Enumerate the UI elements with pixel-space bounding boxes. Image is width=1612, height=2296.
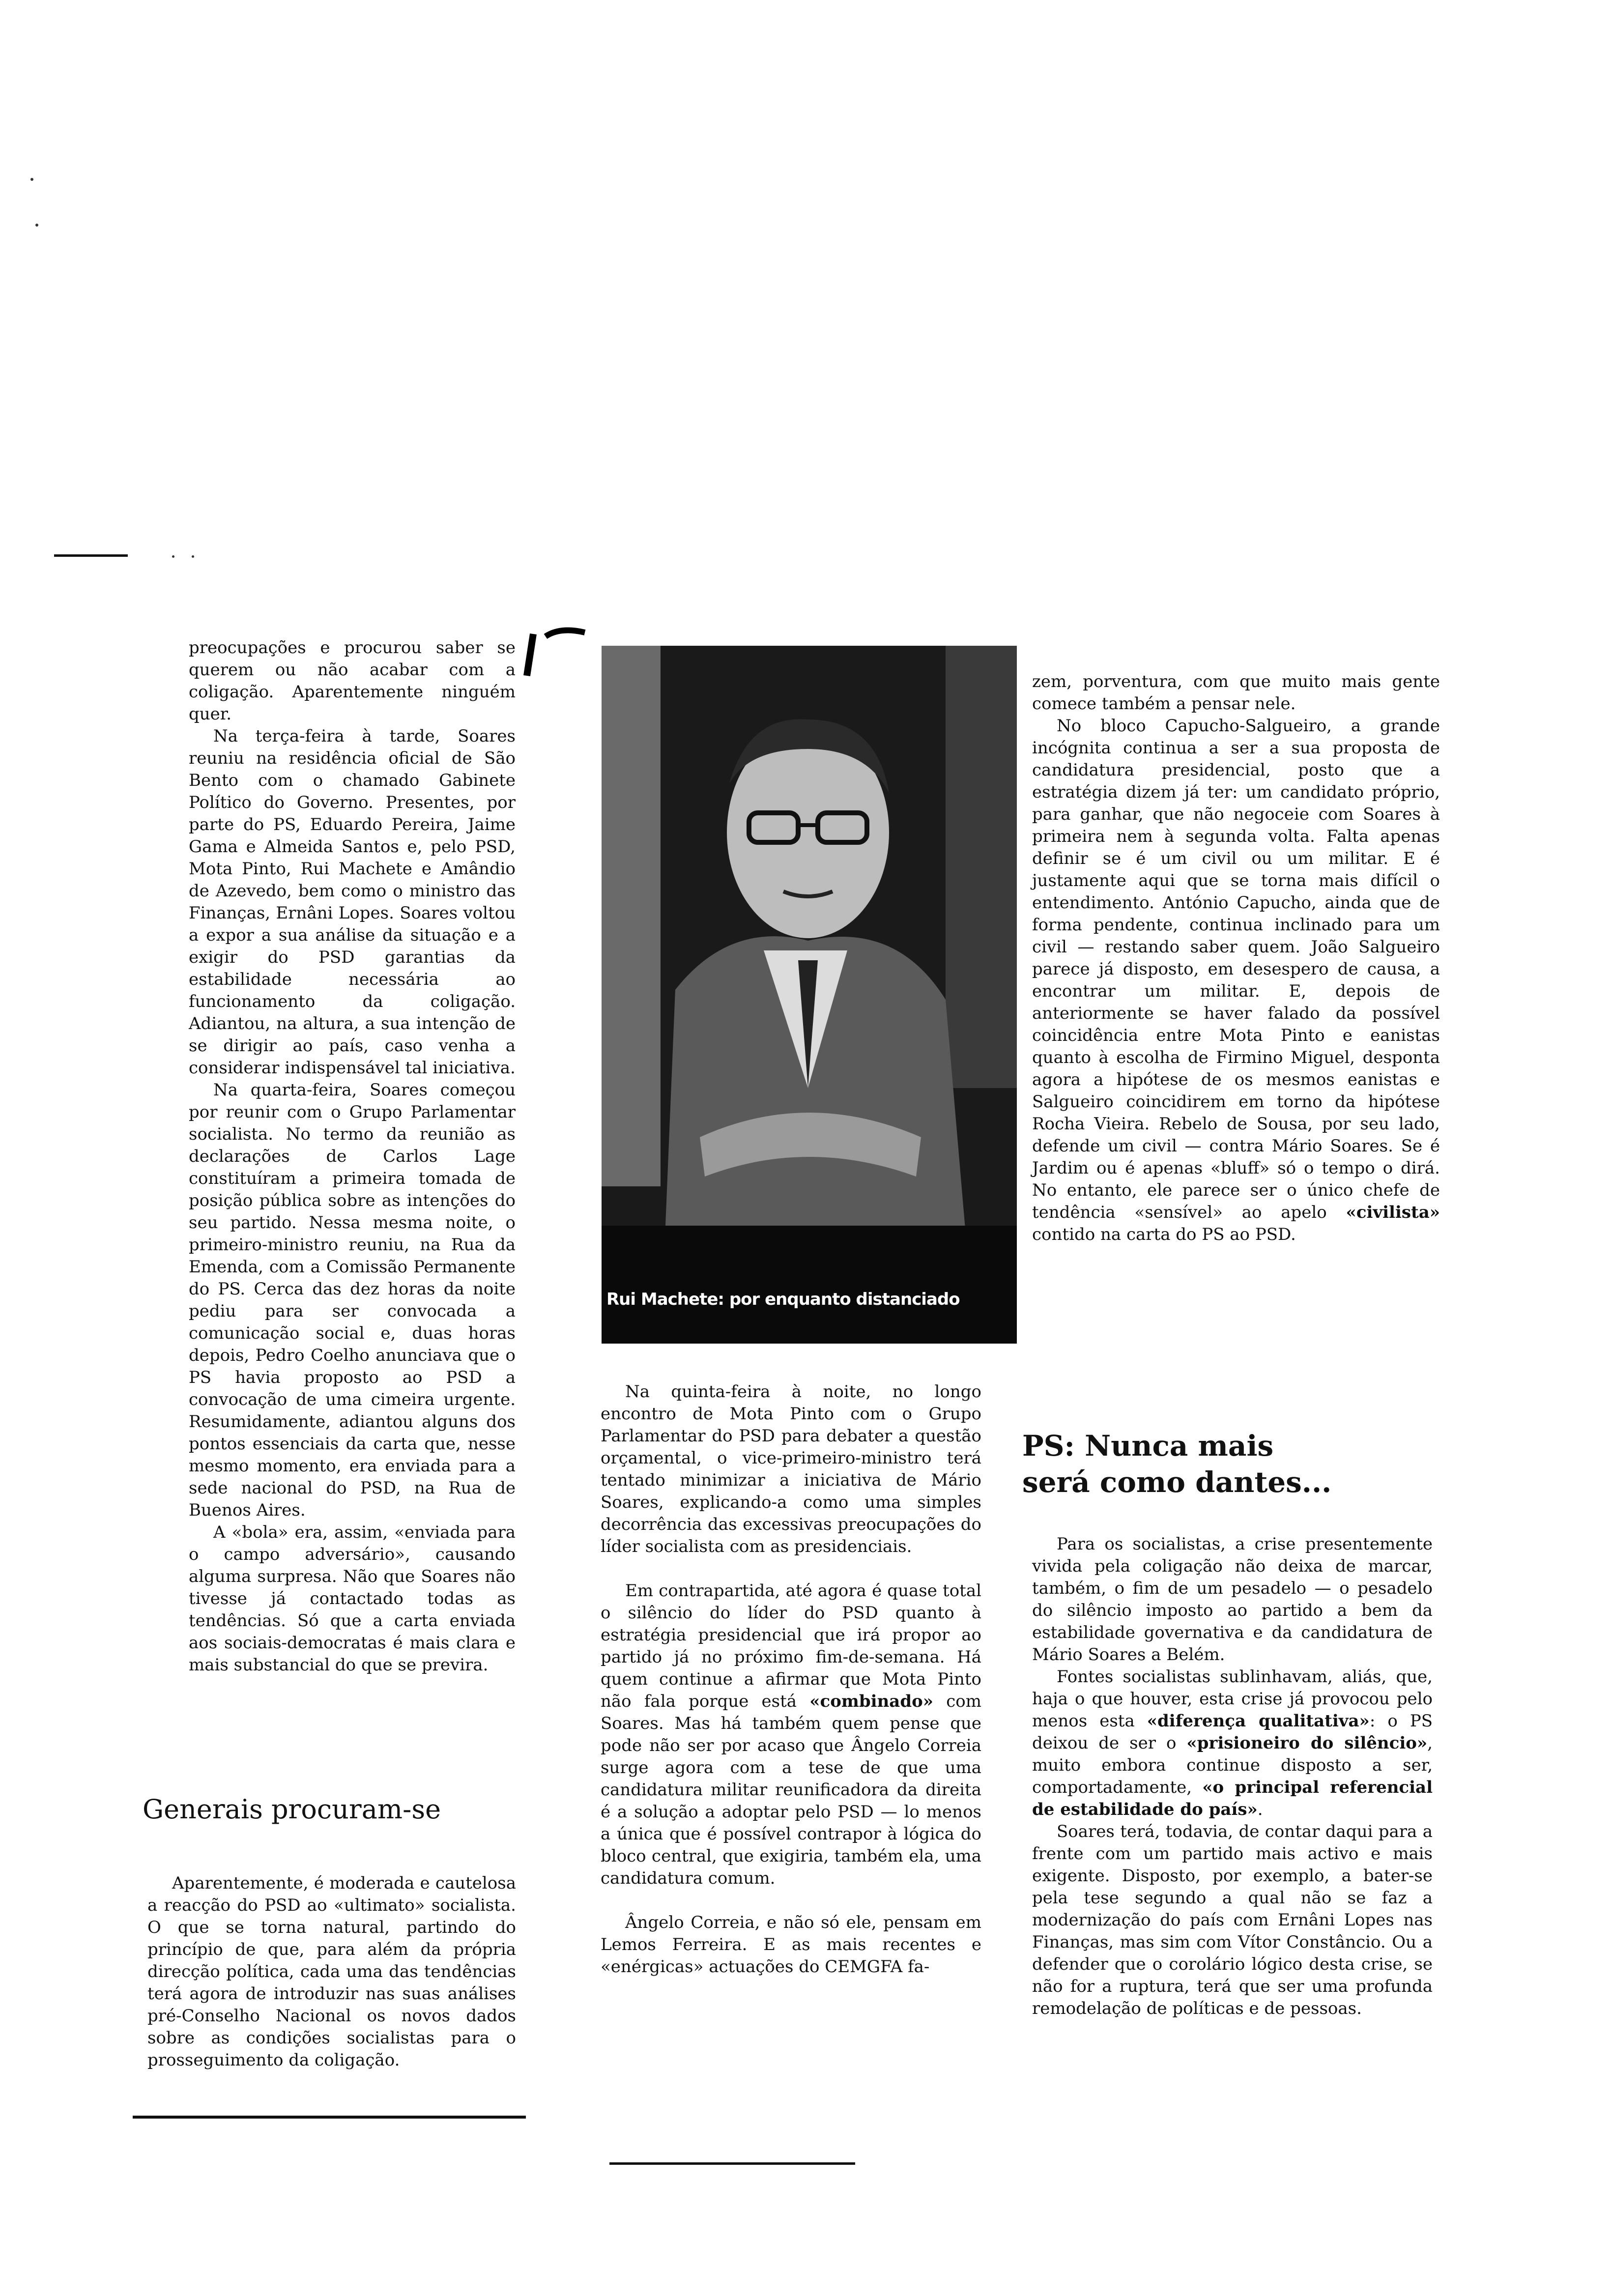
- text-run: Na quarta-feira, Soares começou por reunir com o Grupo Parlamentar socialista. No termo da reunião as declarações de Carlos Lage constituíram a primeira tomada de posição pública sobre as intenções do seu partido. Nessa mesma noite, o primeiro-ministro reuniu, na Rua da Emenda, com a Comissão Permanente do PS. Cerca das dez horas da noite pediu para ser convocada a comunicação social e, duas horas depois, Pedro Coelho anunciava que o PS havia proposto ao PSD a convocação de uma cimeira urgente. Resumidamente, adiantou alguns dos pontos essenciais da carta que, nesse mesmo momento, era enviada para a sede nacional do PSD, na Rua de Buenos Aires.: [189, 1080, 516, 1520]
- article-column-2: [601, 1381, 981, 2000]
- paragraph: [147, 1872, 516, 2071]
- paragraph: [189, 725, 516, 1079]
- bold-quote: «prisioneiro do silêncio»: [1186, 1733, 1428, 1753]
- subheading-line-1: PS: Nunca mais: [1022, 1429, 1274, 1463]
- paragraph: [189, 1521, 516, 1676]
- subheading-line-2: será como dantes...: [1022, 1465, 1332, 1499]
- photo-rui-machete: [602, 646, 1017, 1344]
- subheading-ps-nunca-mais: [1022, 1428, 1331, 1500]
- article-column-1: [189, 637, 516, 1676]
- text-run: A «bola» era, assim, «enviada para o campo adversário», causando alguma surpresa. Não que Soares não tivesse já contactado todas as tendências. Só que a carta enviada aos sociais-democratas é mais clara e mais substancial do que se previra.: [189, 1522, 516, 1675]
- scan-speck: [35, 224, 38, 227]
- scan-speck: [172, 555, 174, 558]
- text-run: : o PS deixou de ser o: [1032, 1711, 1433, 1753]
- paragraph: [189, 637, 516, 725]
- paragraph: [189, 1079, 516, 1521]
- article-column-1-after-heading: [147, 1872, 516, 2071]
- text-run: Fontes socialistas sublinhavam, aliás, que, haja o que houver, esta crise já provocou pelo menos esta: [1032, 1667, 1433, 1731]
- paragraph: [1032, 671, 1440, 715]
- paragraph: [601, 1580, 981, 1890]
- subheading-generais: Generais procuram-se: [143, 1794, 441, 1825]
- article-column-3: [1032, 671, 1440, 1246]
- text-run: .: [1257, 1800, 1263, 1819]
- portrait-image: [602, 646, 1017, 1344]
- text-run: Na terça-feira à tarde, Soares reuniu na residência oficial de São Bento com o chamado Gabinete Político do Governo. Presentes, por parte do PS, Eduardo Pereira, Jaime Gama e Almeida Santos e, pelo PSD, Mota Pinto, Rui Machete e Amândio de Azevedo, bem como o ministro das Finanças, Ernâni Lopes. Soares voltou a expor a sua análise da situação e a exigir do PSD garantias da estabilidade necessária ao funcionamento da coligação. Adiantou, na altura, a sua intenção de se dirigir ao país, caso venha a considerar indispensável tal iniciativa.: [189, 726, 516, 1078]
- bold-quote: «o principal referencial de estabilidade do país»: [1032, 1778, 1433, 1819]
- handwritten-mark: [516, 627, 590, 681]
- paragraph: [1032, 1533, 1433, 1666]
- text-run: Ângelo Correia, e não só ele, pensam em Lemos Ferreira. E as mais recentes e «enérgicas» actuações do CEMGFA fa-: [601, 1913, 981, 1977]
- paragraph: [601, 1912, 981, 1978]
- scan-speck: [30, 178, 33, 181]
- paragraph: [601, 1381, 981, 1558]
- text-run: , muito embora continue disposto a ser, comportadamente,: [1032, 1733, 1433, 1797]
- text-run: Para os socialistas, a crise presentemente vivida pela coligação não deixa de marcar, também, o fim de um pesadelo — o pesadelo do silêncio imposto ao partido a bem da estabilidade governativa e da candidatura de Mário Soares a Belém.: [1032, 1534, 1433, 1665]
- paragraph: [1032, 1821, 1433, 2020]
- paragraph: [1032, 715, 1440, 1246]
- text-run: Soares terá, todavia, de contar daqui para a frente com um partido mais activo e mais exigente. Disposto, por exemplo, a bater-se pela tese segundo a qual não se faz a modernização do país com Ernâni Lopes nas Finanças, mas sim com Vítor Constâncio. Ou a defender que o corolário lógico desta crise, se não for a ruptura, terá que ser uma profunda remodelação de políticas e de pessoas.: [1032, 1822, 1433, 2018]
- text-run: Aparentemente, é moderada e cautelosa a reacção do PSD ao «ultimato» socialista. O que se torna natural, partindo do princípio de que, para além da própria direcção política, cada uma das tendências terá agora de introduzir nas suas análises pré-Conselho Nacional os novos dados sobre as condições socialistas para o prosseguimento da coligação.: [147, 1873, 516, 2070]
- paragraph: [1032, 1666, 1433, 1821]
- text-run: contido na carta do PS ao PSD.: [1032, 1225, 1296, 1244]
- photo-caption: Rui Machete: por enquanto distanciado: [606, 1290, 960, 1309]
- bold-quote: «combinado»: [809, 1692, 934, 1711]
- text-run: zem, porventura, com que muito mais gente comece também a pensar nele.: [1032, 672, 1440, 714]
- scan-speck: [192, 555, 194, 558]
- column-end-rule: [609, 2162, 855, 2165]
- text-run: Na quinta-feira à noite, no longo encontro de Mota Pinto com o Grupo Parlamentar do PSD para debater a questão orçamental, o vice-primeiro-ministro terá tentado minimizar a iniciativa de Mário Soares, explicando-a como uma simples decorrência das excessivas preocupações do líder socialista com as presidenciais.: [601, 1382, 981, 1556]
- text-run: preocupações e procurou saber se querem ou não acabar com a coligação. Aparentemente ninguém quer.: [189, 638, 516, 724]
- bold-quote: «diferença qualitativa»: [1147, 1711, 1370, 1731]
- text-run: Em contrapartida, até agora é quase total o silêncio do líder do PSD quanto à estratégia presidencial que irá propor ao partido já no próximo fim-de-semana. Há quem continue a afirmar que Mota Pinto não fala porque está: [601, 1581, 981, 1711]
- text-run: com Soares. Mas há também quem pense que pode não ser por acaso que Ângelo Correia surge agora com a tese de que uma candidatura militar reunificadora da direita é a solução a adoptar pelo PSD — lo menos a única que é possível contrapor à lógica do bloco central, que exigiria, também ela, uma candidatura comum.: [601, 1692, 982, 1888]
- bold-quote: «civilista»: [1346, 1203, 1440, 1222]
- column-end-rule: [133, 2116, 526, 2119]
- article-column-3-after-heading: [1032, 1533, 1433, 2020]
- text-run: No bloco Capucho-Salgueiro, a grande incógnita continua a ser a sua proposta de candidatura presidencial, posto que a estratégia dizem já ter: um candidato próprio, para ganhar, que não negoceie com Soares à primeira nem à segunda volta. Falta apenas definir se é um civil ou um militar. E é justamente aqui que se torna mais difícil o entendimento. António Capucho, ainda que de forma pendente, continua inclinado para um civil — restando saber quem. João Salgueiro parece já disposto, em desespero de causa, a encontrar um militar. E, depois de anteriormente se haver falado da possível coincidência entre Mota Pinto e eanistas quanto à escolha de Firmino Miguel, desponta agora a hipótese de os mesmos eanistas e Salgueiro coincidirem em torno da hipótese Rocha Vieira. Rebelo de Sousa, por seu lado, defende um civil — contra Mário Soares. Se é Jardim ou é apenas «bluff» só o tempo o dirá. No entanto, ele parece ser o único chefe de tendência «sensível» ao apelo: [1032, 716, 1440, 1222]
- scan-mark-dash: [54, 554, 128, 557]
